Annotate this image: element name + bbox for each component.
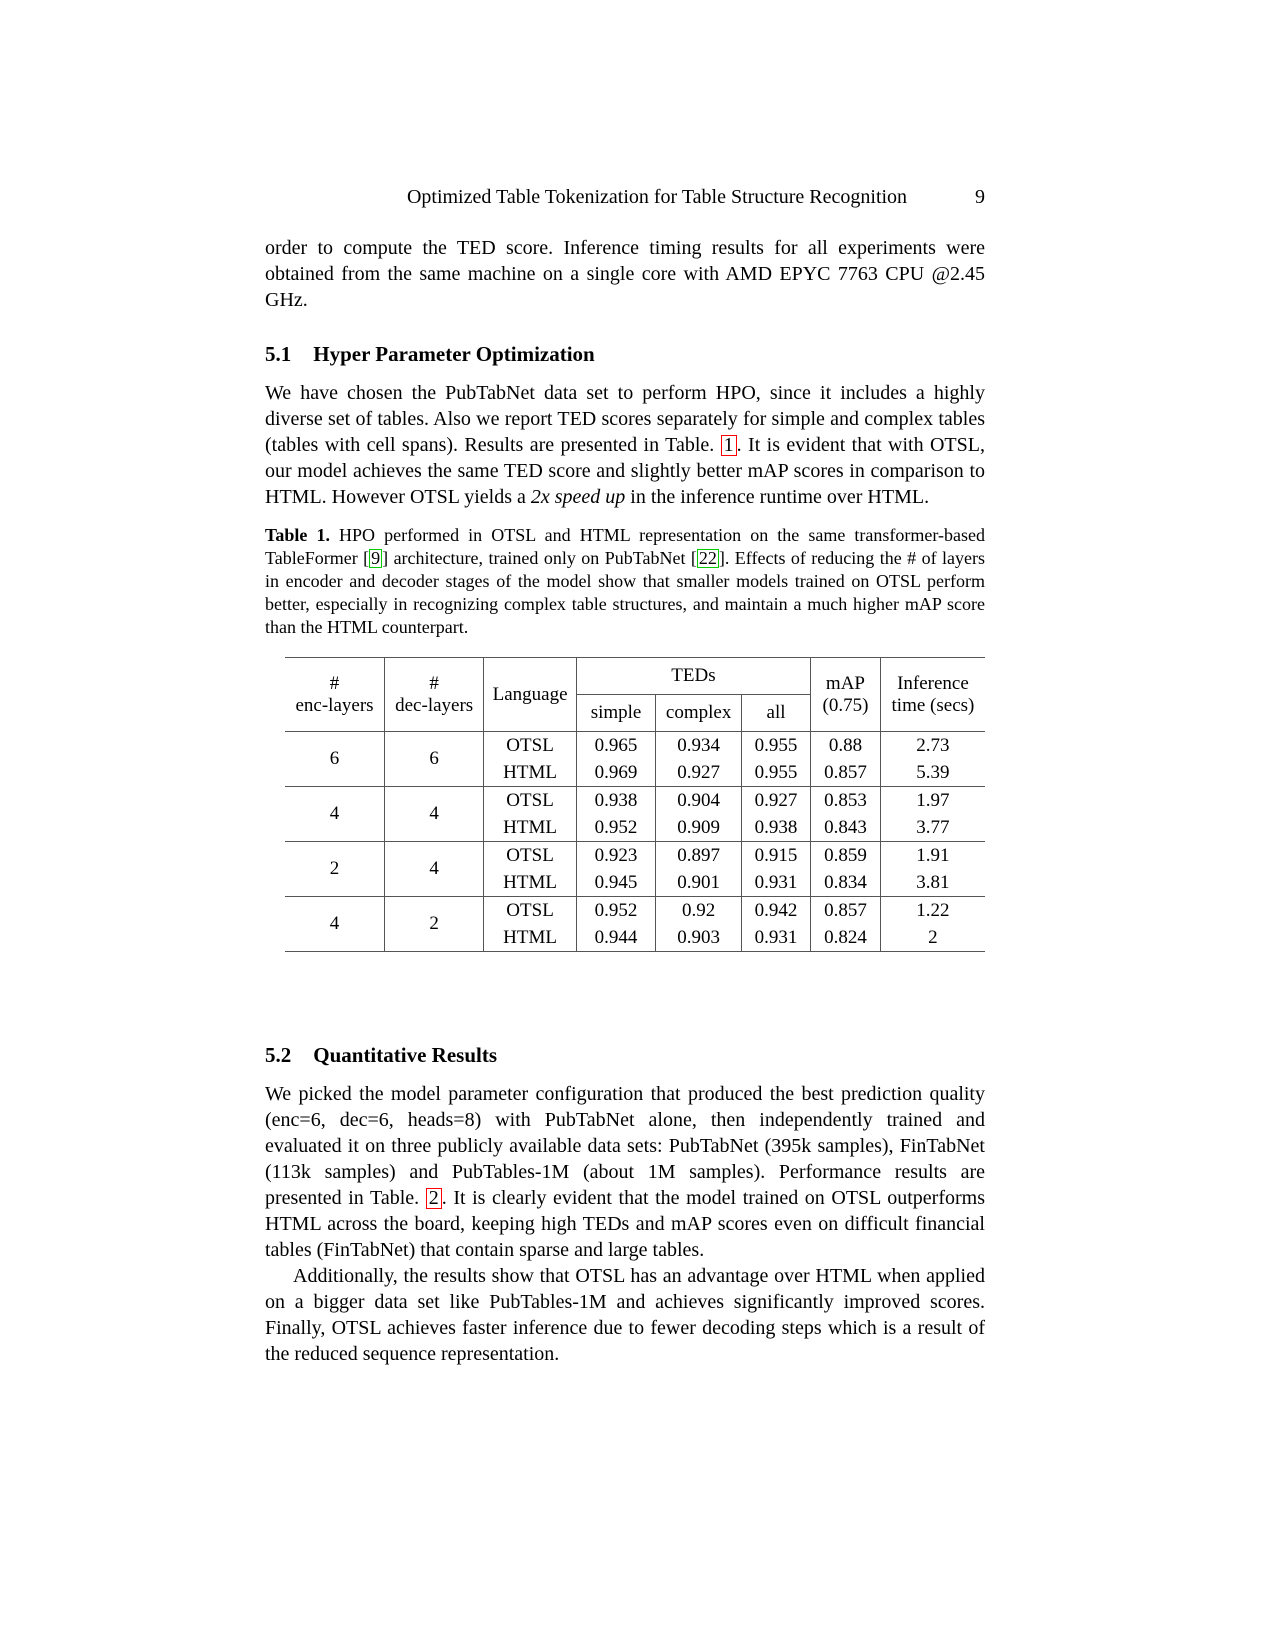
teds-all-value: 0.915 bbox=[742, 842, 811, 870]
dec-value: 4 bbox=[385, 842, 484, 897]
section-5-1-title: Hyper Parameter Optimization bbox=[313, 342, 595, 366]
header-inference-line2: time (secs) bbox=[891, 694, 975, 716]
section-5-1-heading bbox=[265, 341, 985, 368]
enc-value: 4 bbox=[285, 787, 385, 842]
header-teds-complex: complex bbox=[656, 695, 742, 732]
table-1-reference-link[interactable]: 1 bbox=[721, 435, 737, 456]
section-5-1-number: 5.1 bbox=[265, 342, 292, 366]
header-map-line2: (0.75) bbox=[822, 694, 869, 716]
enc-value: 2 bbox=[285, 842, 385, 897]
teds-all-value: 0.938 bbox=[742, 814, 811, 842]
header-teds: TEDs bbox=[576, 658, 810, 695]
table-1-caption bbox=[265, 524, 985, 639]
results-table-body bbox=[285, 732, 985, 952]
table-2-reference-link[interactable]: 2 bbox=[426, 1188, 442, 1209]
enc-value: 6 bbox=[285, 732, 385, 787]
teds-simple-value: 0.969 bbox=[576, 759, 655, 787]
teds-all-value: 0.955 bbox=[742, 732, 811, 760]
header-inference-line1: Inference bbox=[897, 672, 969, 694]
dec-value: 2 bbox=[385, 897, 484, 952]
teds-complex-value: 0.904 bbox=[656, 787, 742, 815]
teds-complex-value: 0.897 bbox=[656, 842, 742, 870]
section-5-2-heading bbox=[265, 1042, 985, 1069]
table-row bbox=[285, 842, 985, 870]
results-table bbox=[285, 657, 985, 952]
teds-simple-value: 0.965 bbox=[576, 732, 655, 760]
language-value: HTML bbox=[484, 759, 577, 787]
teds-all-value: 0.927 bbox=[742, 787, 811, 815]
table-row bbox=[285, 897, 985, 925]
map-value: 0.853 bbox=[811, 787, 881, 815]
inference-time-value: 3.77 bbox=[880, 814, 985, 842]
teds-all-value: 0.931 bbox=[742, 869, 811, 897]
teds-complex-value: 0.927 bbox=[656, 759, 742, 787]
language-value: OTSL bbox=[484, 732, 577, 760]
inference-time-value: 1.22 bbox=[880, 897, 985, 925]
map-value: 0.834 bbox=[811, 869, 881, 897]
inference-time-value: 3.81 bbox=[880, 869, 985, 897]
running-header bbox=[265, 185, 985, 209]
inference-time-value: 1.91 bbox=[880, 842, 985, 870]
map-value: 0.824 bbox=[811, 924, 881, 952]
teds-complex-value: 0.909 bbox=[656, 814, 742, 842]
teds-complex-value: 0.903 bbox=[656, 924, 742, 952]
dec-value: 4 bbox=[385, 787, 484, 842]
running-header-title: Optimized Table Tokenization for Table Structure Recognition bbox=[406, 186, 908, 208]
teds-complex-value: 0.92 bbox=[656, 897, 742, 925]
emphasis-text: 2x speed up bbox=[530, 486, 626, 508]
teds-simple-value: 0.938 bbox=[576, 787, 655, 815]
header-inference bbox=[880, 658, 985, 732]
teds-complex-value: 0.934 bbox=[656, 732, 742, 760]
header-dec-hash: # bbox=[429, 672, 439, 694]
paragraph-text: . It is clearly evident that the model trained on OTSL outperforms HTML across the board, keeping high TEDs and mAP scores even on difficult financial tables (FinTabNet) that contain sparse and large tables. bbox=[265, 1187, 985, 1261]
section-5-2-title: Quantitative Results bbox=[313, 1043, 497, 1067]
language-value: HTML bbox=[484, 869, 577, 897]
language-value: OTSL bbox=[484, 787, 577, 815]
paragraph-text: in the inference runtime over HTML. bbox=[625, 486, 930, 508]
header-teds-simple: simple bbox=[576, 695, 655, 732]
inference-time-value: 2.73 bbox=[880, 732, 985, 760]
map-value: 0.857 bbox=[811, 759, 881, 787]
header-enc-label: enc-layers bbox=[295, 694, 374, 716]
inference-time-value: 1.97 bbox=[880, 787, 985, 815]
language-value: OTSL bbox=[484, 842, 577, 870]
table-row bbox=[285, 787, 985, 815]
map-value: 0.88 bbox=[811, 732, 881, 760]
section-5-2-paragraph-1 bbox=[265, 1081, 985, 1263]
header-enc-layers bbox=[285, 658, 385, 732]
language-value: HTML bbox=[484, 814, 577, 842]
intro-paragraph: order to compute the TED score. Inference timing results for all experiments were obtained from the same machine on a single core with AMD EPYC 7763 CPU @2.45 GHz. bbox=[265, 237, 985, 311]
paragraph-text: . It is evident that with OTSL, our model achieves the same TED score and slightly better mAP scores in comparison to HTML. However OTSL yields a bbox=[265, 434, 985, 508]
header-map bbox=[811, 658, 881, 732]
paragraph-text: We have chosen the PubTabNet data set to perform HPO, since it includes a highly diverse set of tables. Also we report TED scores separately for simple and complex tables (tables with cell spans). Results are presented in Table. bbox=[265, 382, 985, 456]
header-teds-all: all bbox=[742, 695, 811, 732]
section-5-2-number: 5.2 bbox=[265, 1043, 292, 1067]
teds-all-value: 0.955 bbox=[742, 759, 811, 787]
table-row bbox=[285, 732, 985, 760]
section-5-1-paragraph bbox=[265, 380, 985, 510]
language-value: HTML bbox=[484, 924, 577, 952]
paragraph-text: We picked the model parameter configuration that produced the best prediction quality (enc=6, dec=6, heads=8) with PubTabNet alone, then independently trained and evaluated it on three publicly available data sets: PubTabNet (395k samples), FinTabNet (113k samples) and PubTables-1M (about 1M samples). Performance results are presented in Table. bbox=[265, 1083, 985, 1209]
header-dec-label: dec-layers bbox=[395, 694, 474, 716]
teds-simple-value: 0.945 bbox=[576, 869, 655, 897]
teds-all-value: 0.931 bbox=[742, 924, 811, 952]
caption-text: HPO performed in OTSL and HTML representation on the same transformer-based TableFormer [ bbox=[265, 525, 985, 568]
teds-all-value: 0.942 bbox=[742, 897, 811, 925]
section-5-2-paragraph-2: Additionally, the results show that OTSL has an advantage over HTML when applied on a bigger data set like PubTables-1M and achieves significantly improved scores. Finally, OTSL achieves faster inference due to fewer decoding steps which is a result of the reduced sequence representation. bbox=[265, 1265, 985, 1365]
inference-time-value: 5.39 bbox=[880, 759, 985, 787]
citation-9-link[interactable]: 9 bbox=[371, 548, 381, 568]
page-content bbox=[265, 185, 985, 1367]
caption-label: Table 1. bbox=[265, 525, 330, 545]
header-enc-hash: # bbox=[329, 672, 340, 694]
header-dec-layers bbox=[385, 658, 484, 732]
teds-simple-value: 0.944 bbox=[576, 924, 655, 952]
language-value: OTSL bbox=[484, 897, 577, 925]
page-number: 9 bbox=[975, 186, 985, 208]
map-value: 0.859 bbox=[811, 842, 881, 870]
teds-complex-value: 0.901 bbox=[656, 869, 742, 897]
header-language: Language bbox=[484, 658, 577, 732]
map-value: 0.843 bbox=[811, 814, 881, 842]
dec-value: 6 bbox=[385, 732, 484, 787]
inference-time-value: 2 bbox=[880, 924, 985, 952]
caption-text: ]. Effects of reducing the # of layers in encoder and decoder stages of the model show that smaller models trained on OTSL perform better, especially in recognizing complex table structures, and maintain a much higher mAP score than the HTML counterpart. bbox=[265, 548, 985, 637]
results-table-header bbox=[285, 658, 985, 732]
caption-text: ] architecture, trained only on PubTabNet [ bbox=[382, 548, 697, 568]
teds-simple-value: 0.923 bbox=[576, 842, 655, 870]
map-value: 0.857 bbox=[811, 897, 881, 925]
teds-simple-value: 0.952 bbox=[576, 814, 655, 842]
teds-simple-value: 0.952 bbox=[576, 897, 655, 925]
header-map-line1: mAP bbox=[825, 672, 865, 694]
citation-22-link[interactable]: 22 bbox=[698, 548, 717, 568]
enc-value: 4 bbox=[285, 897, 385, 952]
